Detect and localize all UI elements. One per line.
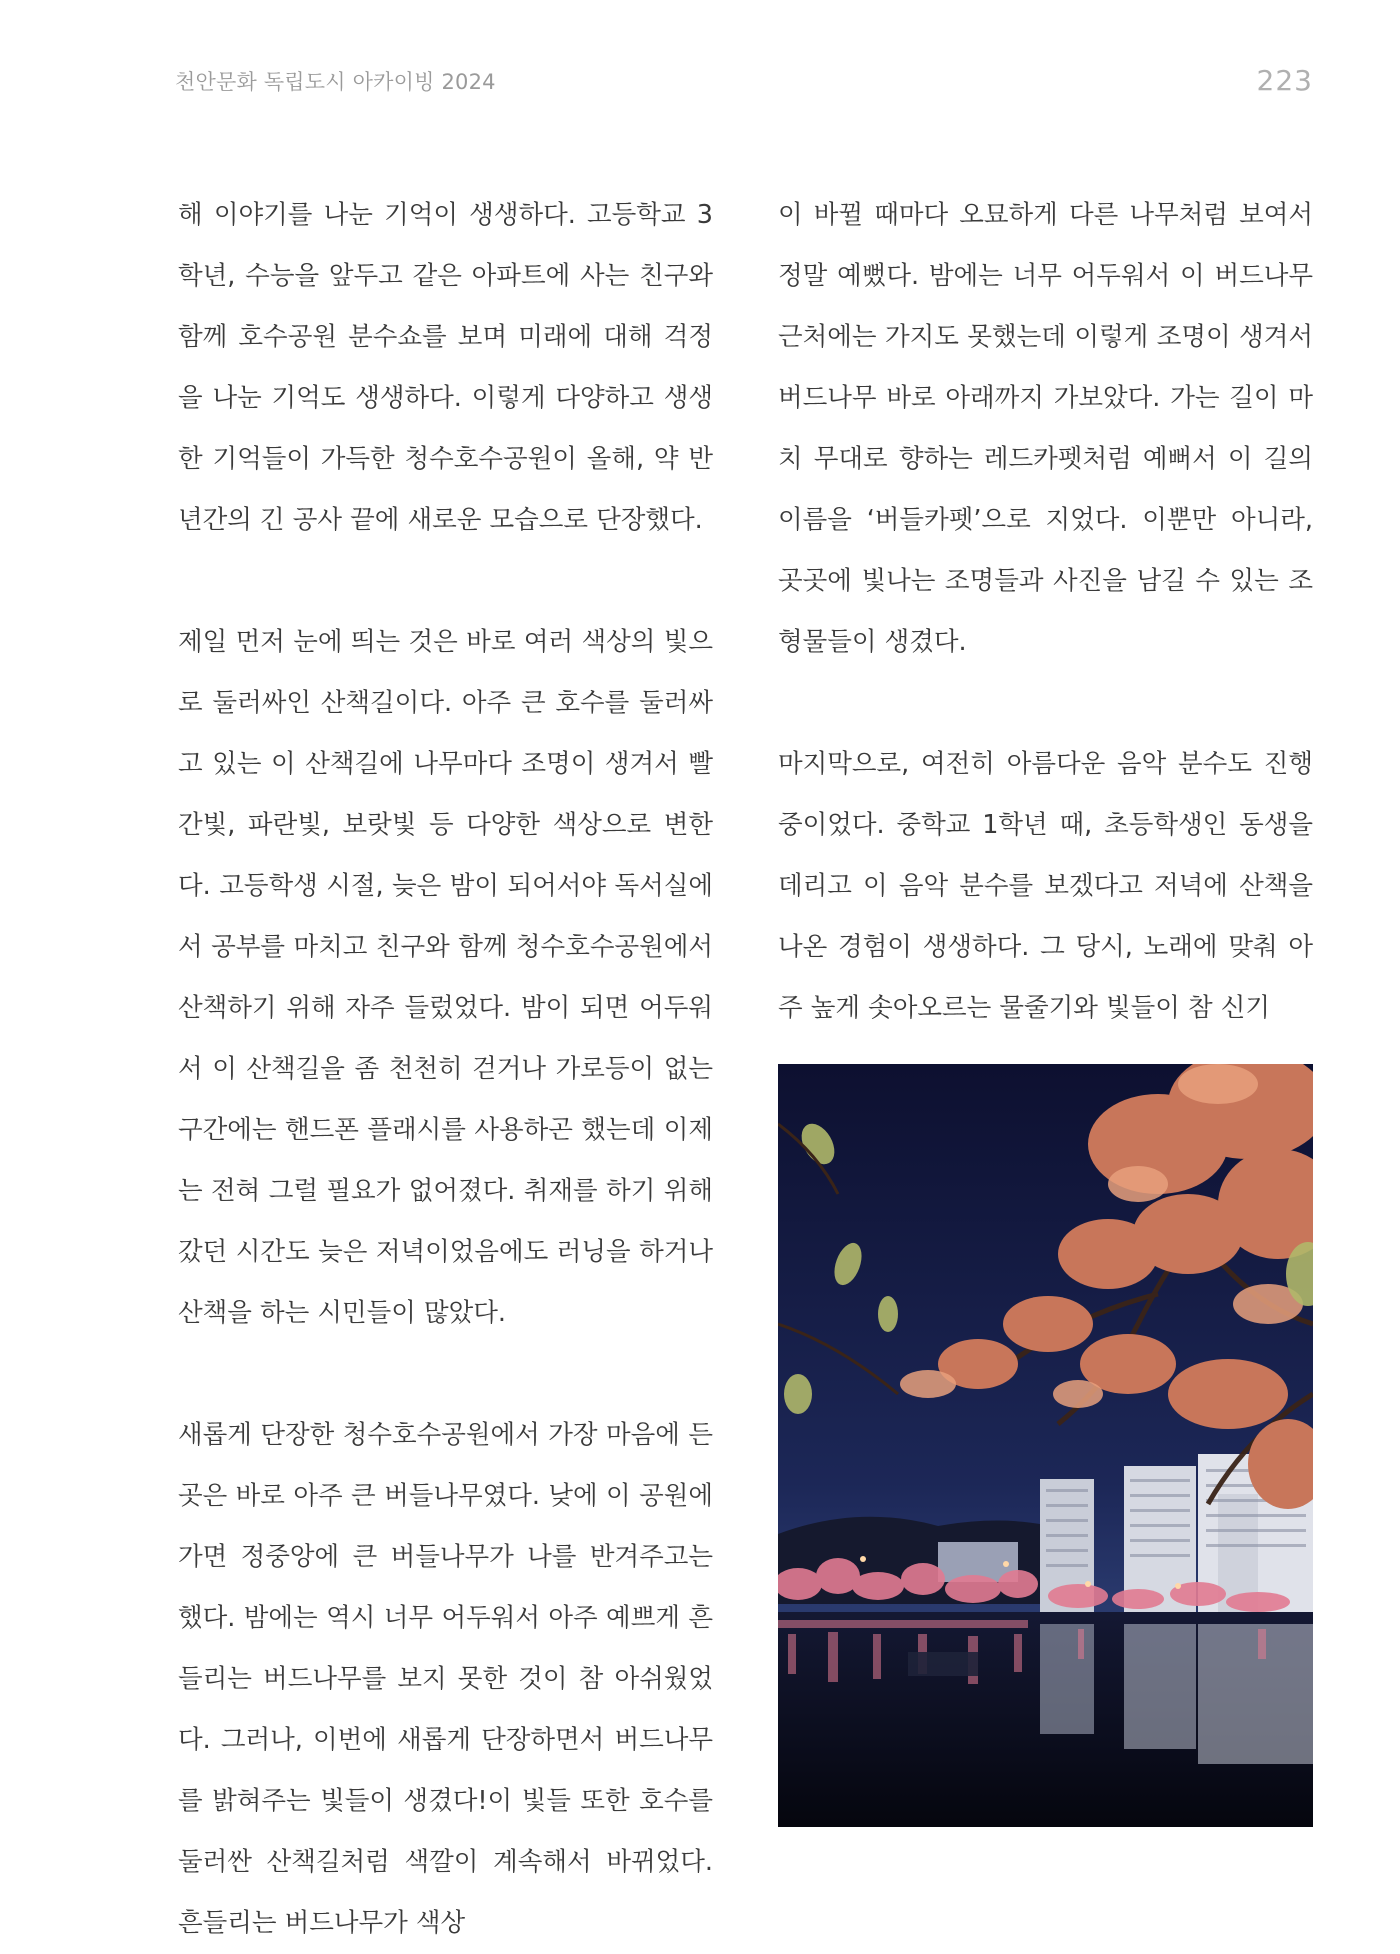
publication-title: 천안문화 독립도시 아카이빙 2024 xyxy=(175,70,496,94)
paragraph: 새롭게 단장한 청수호수공원에서 가장 마음에 든 곳은 바로 아주 큰 버들나무였다. 낮에 이 공원에 가면 정중앙에 큰 버들나무가 나를 반겨주고는 했다. 밤에는 역시 너무 어두워서 아주 예쁘게 흔들리는 버드나무를 보지 못한 것이 참 아쉬웠었다. 그러나, 이번에 새롭게 단장하면서 버드나무를 밝혀주는 빛들이 생겼다!이 빛들 또한 호수를 둘러싼 산책길처럼 색깔이 계속해서 바뀌었다. 흔들리는 버드나무가 색상 xyxy=(178,1420,713,1938)
paragraph: 이 바뀔 때마다 오묘하게 다른 나무처럼 보여서 정말 예뻤다. 밤에는 너무 어두워서 이 버드나무 근처에는 가지도 못했는데 이렇게 조명이 생겨서 버드나무 바로 아래까지 가보았다. 가는 길이 마치 무대로 향하는 레드카펫처럼 예뻐서 이 길의 이름을 ‘버들카펫’으로 지었다. 이뿐만 아니라, 곳곳에 빛나는 조명들과 사진을 남길 수 있는 조형물들이 생겼다. xyxy=(778,200,1313,657)
night-lake-park-photo xyxy=(778,1064,1313,1827)
left-text-column xyxy=(178,185,713,1954)
paragraph: 제일 먼저 눈에 띄는 것은 바로 여러 색상의 빛으로 둘러싸인 산책길이다. 아주 큰 호수를 둘러싸고 있는 이 산책길에 나무마다 조명이 생겨서 빨간빛, 파란빛, 보랏빛 등 다양한 색상으로 변한다. 고등학생 시절, 늦은 밤이 되어서야 독서실에서 공부를 마치고 친구와 함께 청수호수공원에서 산책하기 위해 자주 들렀었다. 밤이 되면 어두워서 이 산책길을 좀 천천히 걷거나 가로등이 없는 구간에는 핸드폰 플래시를 사용하곤 했는데 이제는 전혀 그럴 필요가 없어졌다. 취재를 하기 위해 갔던 시간도 늦은 저녁이었음에도 러닝을 하거나 산책을 하는 시민들이 많았다. xyxy=(178,627,713,1328)
page-number: 223 xyxy=(1256,64,1313,97)
paragraph: 해 이야기를 나눈 기억이 생생하다. 고등학교 3학년, 수능을 앞두고 같은 아파트에 사는 친구와 함께 호수공원 분수쇼를 보며 미래에 대해 걱정을 나눈 기억도 생생하다. 이렇게 다양하고 생생한 기억들이 가득한 청수호수공원이 올해, 약 반년간의 긴 공사 끝에 새로운 모습으로 단장했다. xyxy=(178,200,713,535)
right-text-column xyxy=(778,185,1313,1039)
paragraph: 마지막으로, 여전히 아름다운 음악 분수도 진행중이었다. 중학교 1학년 때, 초등학생인 동생을 데리고 이 음악 분수를 보겠다고 저녁에 산책을 나온 경험이 생생하다. 그 당시, 노래에 맞춰 아주 높게 솟아오르는 물줄기와 빛들이 참 신기 xyxy=(778,749,1313,1023)
